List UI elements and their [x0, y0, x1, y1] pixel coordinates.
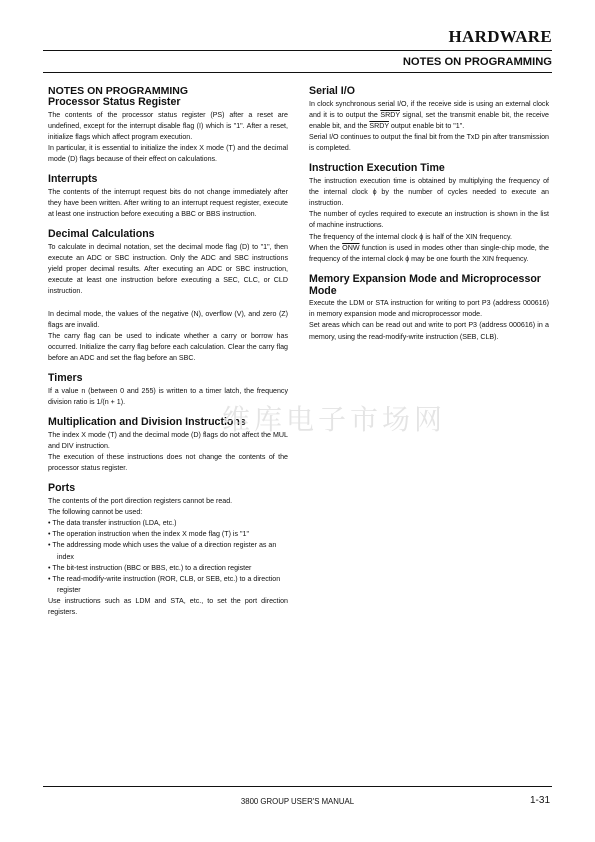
paragraph: Use instructions such as LDM and STA, etc., to set the port direction registers.	[48, 597, 288, 617]
text-run: function is used in modes other than single-chip mode, the frequency of the internal clock ϕ may be one fourth the XIN frequency.	[309, 243, 549, 263]
paragraph: The carry flag can be used to indicate whether a carry or borrow has occurred. Initialize the carry flag before each calculation. Clear the carry flag before an ADC and set the flag before an SBC.	[48, 331, 288, 363]
watermark: 维库电子市场网	[222, 403, 447, 436]
section-heading: Multiplication and Division Instructions	[48, 416, 246, 429]
bullet-list	[48, 518, 288, 596]
paragraph: The contents of the processor status register (PS) after a reset are undefined, except for the interrupt disable flag (I) which is "1". After a reset, initialize flags which affect program execution.	[48, 110, 288, 141]
paragraph: Set areas which can be read out and write to port P3 (address 000616) in a memory, using the read-modify-write instruction (SEB, CLB).	[309, 321, 549, 341]
paragraph: The instruction execution time is obtained by multiplying the frequency of the internal clock ϕ by the number of cycles needed to execute an instruction.	[309, 176, 549, 208]
list-item: • The bit-test instruction (BBC or BBS, etc.) to a direction register	[48, 563, 252, 572]
list-item: • The read-modify-write instruction (ROR, CLB, or SEB, etc.) to a direction register	[48, 574, 281, 594]
paragraph: The contents of the port direction registers cannot be read.	[48, 496, 233, 505]
text-run: output enable bit to "1".	[388, 121, 465, 130]
footer-rule	[43, 786, 552, 787]
section-heading: Interrupts	[48, 173, 98, 186]
paragraph: Serial I/O continues to output the final bit from the TxD pin after transmission is completed.	[309, 132, 549, 153]
page-number: 1-31	[529, 795, 550, 806]
section-serial-io	[309, 86, 549, 154]
paragraph: In particular, it is essential to initialize the index X mode (T) and the decimal mode (D) flags because of their effect on calculations.	[48, 143, 288, 164]
section-heading: Serial I/O	[309, 85, 355, 97]
list-item: • The data transfer instruction (LDA, etc.)	[48, 519, 177, 528]
section-ports	[48, 483, 288, 618]
page-header-title: HARDWARE	[448, 27, 552, 46]
section-memory-expansion	[309, 274, 549, 343]
right-column	[309, 86, 549, 352]
text-run: When the	[309, 243, 343, 252]
section-processor-status	[48, 97, 288, 165]
list-item: • The operation instruction when the index X mode flag (T) is "1"	[48, 530, 249, 539]
section-decimal	[48, 229, 288, 364]
header-subrule	[43, 72, 552, 73]
text-run: In clock synchronous serial I/O, if the receive side is using an external clock and it is to output the	[309, 99, 549, 119]
paragraph: The execution of these instructions does not change the contents of the processor status register.	[48, 452, 288, 473]
paragraph: The index X mode (T) and the decimal mode (D) flags do not affect the MUL and DIV instruction.	[48, 430, 288, 450]
paragraph	[309, 99, 549, 132]
section-execution-time	[309, 163, 549, 265]
header-rule	[43, 50, 552, 51]
list-item: • The addressing mode which uses the value of a direction register as an index	[48, 541, 277, 561]
section-heading: Ports	[48, 482, 76, 495]
paragraph: The following cannot be used:	[48, 507, 143, 516]
paragraph: The contents of the interrupt request bits do not change immediately after they have been written. After writing to an interrupt request register, execute at least one instruction before executing a BBC or BBS instruction.	[48, 187, 288, 219]
srdy-signal-label: SRDY	[380, 110, 400, 119]
left-column	[48, 86, 288, 627]
paragraph: The number of cycles required to execute an instruction is shown in the list of machine instructions.	[309, 210, 549, 230]
section-heading: Instruction Execution Time	[309, 162, 445, 175]
srdy-signal-label: SRDY	[369, 121, 389, 130]
onw-signal-label: $\overline{ONW}$	[342, 243, 360, 252]
paragraph: If a value n (between 0 and 255) is written to a timer latch, the frequency division ratio is 1/(n + 1).	[48, 386, 288, 406]
paragraph	[309, 243, 549, 265]
section-heading: Processor Status Register	[48, 96, 181, 108]
page-header-subtitle: NOTES ON PROGRAMMING	[402, 56, 552, 68]
footer-manual-title: 3800 GROUP USER'S MANUAL	[240, 797, 355, 806]
text-run: signal, set the transmit enable bit, the receive enable bit, and the	[309, 110, 549, 130]
section-interrupts	[48, 174, 288, 220]
main-title: NOTES ON PROGRAMMING	[48, 85, 189, 97]
section-heading: Decimal Calculations	[48, 228, 155, 241]
section-heading: Memory Expansion Mode and Microprocessor Mode	[309, 273, 541, 297]
paragraph: In decimal mode, the values of the negative (N), overflow (V), and zero (Z) flags are invalid.	[48, 309, 288, 329]
paragraph: The frequency of the internal clock ϕ is half of the XIN frequency.	[309, 232, 512, 241]
paragraph: To calculate in decimal notation, set the decimal mode flag (D) to "1", then execute an ADC or SBC instruction. Only the ADC and SBC instructions yield proper decimal results. After executing an ADC or SBC instruction, execute at least one instruction before executing a SEC, CLC, or CLD instruction.	[48, 242, 288, 296]
paragraph: Execute the LDM or STA instruction for writing to port P3 (address 000616) in memory expansion mode and microprocessor mode.	[309, 299, 549, 319]
section-heading: Timers	[48, 372, 83, 385]
